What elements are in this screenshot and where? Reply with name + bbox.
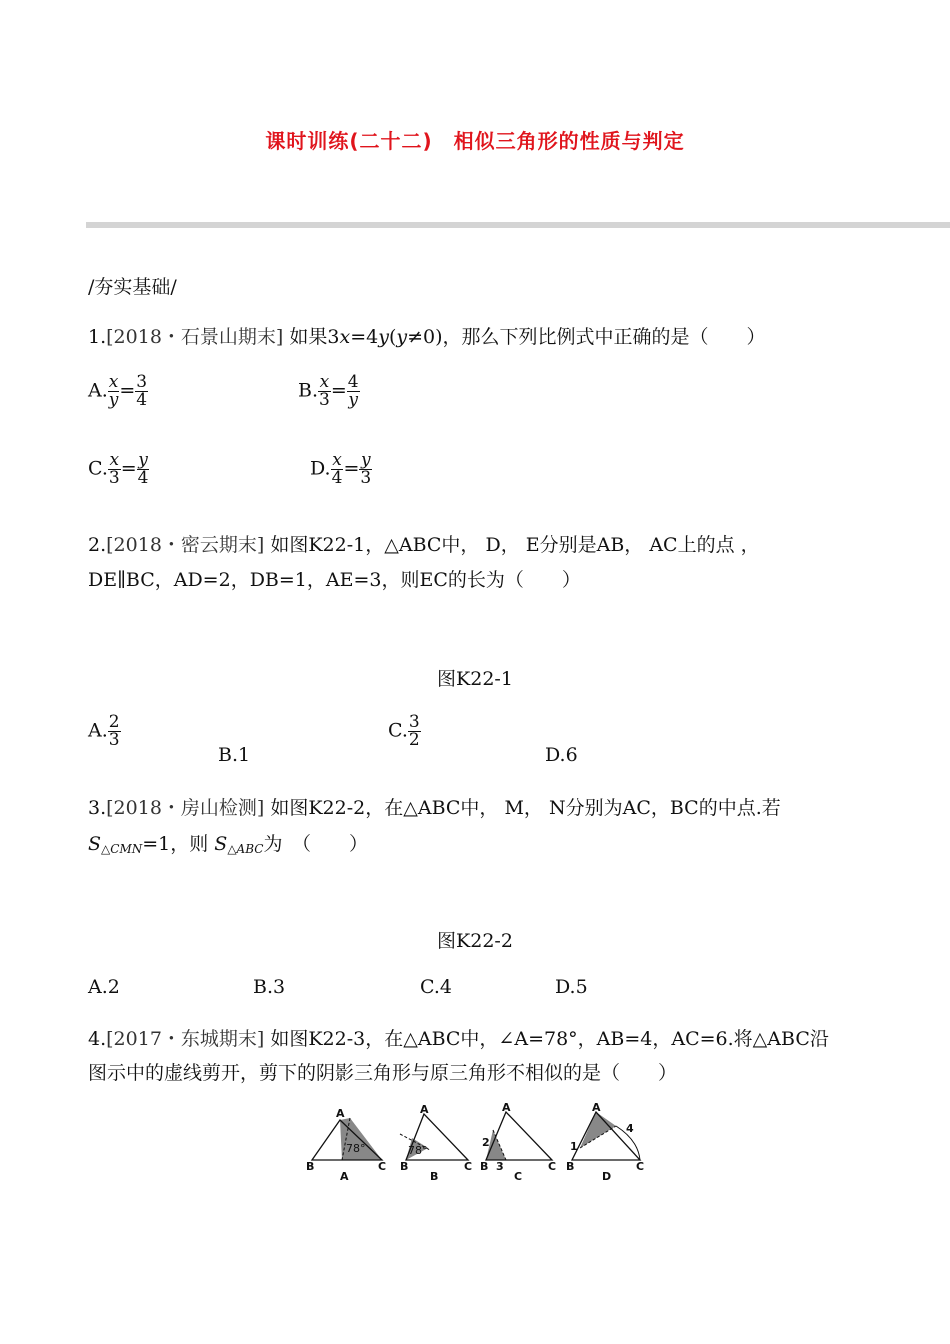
question-1: 1.[2018・石景山期末] 如果3x=4y(y≠0)，那么下列比例式中正确的是（ ） [88,326,766,348]
question-3: 3.[2018・房山检测] 如图K22-2，在△ABC中， M， N分别为AC，BC的中点.若 [88,797,781,819]
svg-text:1: 1 [570,1140,578,1153]
q3-option-a[interactable]: A.2 [88,976,120,998]
q2-option-d[interactable]: D.6 [545,744,578,766]
option-d[interactable]: D. $\frac{x}{4}$ = $\frac{y}{3}$ [310,450,372,488]
panel-d [566,1101,644,1183]
question-number: 1. [88,326,107,348]
question-number: 4. [88,1028,107,1050]
svg-text:A: A [336,1107,345,1120]
question-source: [2018・密云期末] [106,534,265,556]
question-4-line-2: 图示中的虚线剪开，剪下的阴影三角形与原三角形不相似的是（ ） [88,1062,678,1084]
question-number: 3. [88,797,107,819]
panel-c [480,1101,556,1183]
question-source: [2018・房山检测] [106,797,265,819]
question-3-line-2: $S_{\triangle CMN}=1$，则 $S_{\triangle ABC}$为 （ ） [88,833,368,856]
q2-option-a[interactable]: A. $\frac{2}{3}$ [88,712,120,750]
panel-a [306,1107,386,1183]
question-number: 2. [88,534,107,556]
q3-option-b[interactable]: B.3 [253,976,286,998]
svg-text:C: C [548,1160,557,1173]
svg-text:A: A [502,1101,511,1114]
svg-text:C: C [514,1170,523,1183]
figure-k22-3 [300,1100,660,1185]
q3-option-d[interactable]: D.5 [555,976,588,998]
question-2-line-2: DE∥BC，AD=2，DB=1，AE=3，则EC的长为（ ） [88,569,581,591]
svg-text:C: C [464,1160,473,1173]
option-b[interactable]: B. $\frac{x}{3}$ = $\frac{4}{y}$ [298,372,359,410]
section-heading: /夯实基础/ [88,276,177,298]
svg-text:3: 3 [496,1160,504,1173]
svg-text:C: C [378,1160,387,1173]
svg-text:A: A [340,1170,349,1183]
svg-text:C: C [636,1160,645,1173]
svg-text:B: B [566,1160,575,1173]
figure-caption-k22-2: 图K22-2 [437,930,513,952]
question-2: 2.[2018・密云期末] 如图K22-1，△ABC中， D， E分别是AB， AC上的点 ， [88,534,760,556]
title-divider [86,222,950,228]
svg-text:B: B [306,1160,315,1173]
panel-b [400,1103,472,1183]
q2-option-b[interactable]: B.1 [218,744,251,766]
question-4: 4.[2017・东城期末] 如图K22-3，在△ABC中，∠A=78°，AB=4，AC=6.将△ABC沿 [88,1028,829,1050]
svg-text:B: B [430,1170,439,1183]
svg-text:A: A [420,1103,429,1116]
question-source: [2018・石景山期末] [106,326,284,348]
svg-text:B: B [480,1160,489,1173]
q2-option-c[interactable]: C. $\frac{3}{2}$ [388,712,420,750]
option-c[interactable]: C. $\frac{x}{3}$ = $\frac{y}{4}$ [88,450,149,488]
svg-text:78°: 78° [408,1144,428,1157]
svg-text:2: 2 [482,1136,490,1149]
svg-text:A: A [592,1101,601,1114]
figure-caption-k22-1: 图K22-1 [437,668,513,690]
page-title: 课时训练(二十二) 相似三角形的性质与判定 [265,129,685,153]
question-source: [2017・东城期末] [106,1028,265,1050]
svg-text:78°: 78° [346,1142,366,1155]
svg-text:B: B [400,1160,409,1173]
q3-option-c[interactable]: C.4 [420,976,452,998]
svg-text:D: D [602,1170,612,1183]
svg-text:4: 4 [626,1122,634,1135]
option-a[interactable]: A. $\frac{x}{y}$ = $\frac{3}{4}$ [88,372,148,410]
